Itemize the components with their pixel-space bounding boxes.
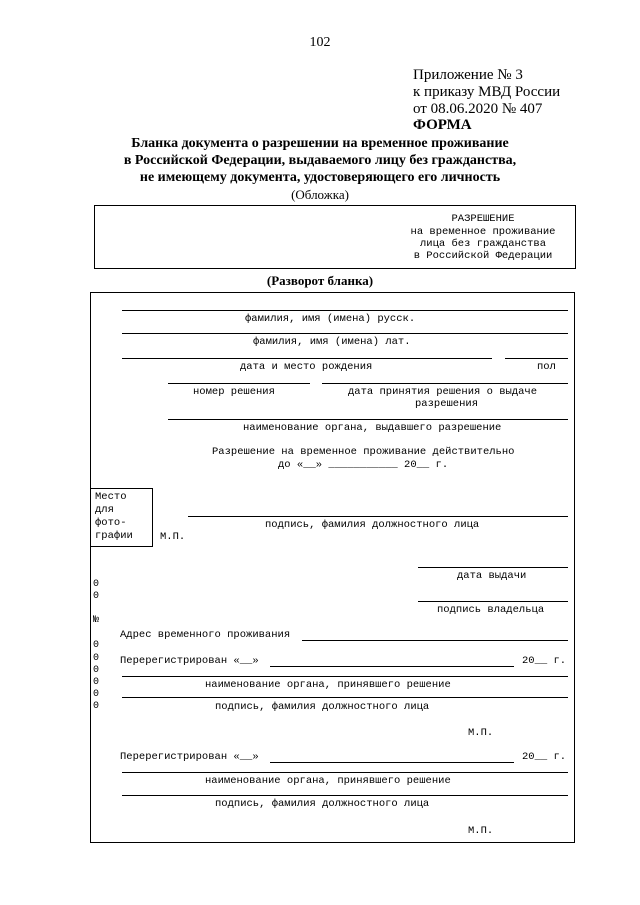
- holder-sign-line: [418, 601, 568, 602]
- year-suffix-1: 20__ г.: [522, 655, 567, 667]
- stamp-label-3: М.П.: [468, 825, 494, 837]
- stamp-label-2: М.П.: [468, 727, 494, 739]
- order-reference: к приказу МВД России: [413, 84, 561, 100]
- issue-date-label: дата выдачи: [457, 570, 527, 582]
- form-label: ФОРМА: [413, 117, 472, 133]
- validity-text: Разрешение на временное проживание действительно: [212, 446, 515, 458]
- official-sign-label: подпись, фамилия должностного лица: [265, 519, 480, 531]
- photo-label-1: Место: [95, 491, 127, 503]
- birth-label: дата и место рождения: [240, 361, 373, 373]
- serial-digit: 0: [93, 665, 100, 676]
- holder-sign-label: подпись владельца: [437, 604, 545, 616]
- photo-label-4: графии: [95, 530, 133, 542]
- document-title-line-3: не имеющему документа, удостоверяющего его личность: [139, 170, 501, 185]
- official-sign-line-2: [122, 697, 568, 698]
- surname-rus-line: [122, 310, 568, 311]
- serial-digit: 0: [93, 640, 100, 651]
- serial-digit: 0: [93, 689, 100, 700]
- official-sign-label-3: подпись, фамилия должностного лица: [215, 798, 430, 810]
- decision-date-label-2: разрешения: [415, 398, 479, 410]
- issuer-line: [168, 419, 568, 420]
- reregistered-line-1: [270, 666, 514, 667]
- decision-number-line: [168, 383, 310, 384]
- cover-subtitle-1: на временное проживание: [410, 226, 556, 238]
- photo-label-2: для: [95, 504, 114, 516]
- document-title-line-1: Бланка документа о разрешении на временное проживание: [131, 136, 509, 151]
- official-sign-label-2: подпись, фамилия должностного лица: [215, 701, 430, 713]
- accepting-body-label-1: наименование органа, принявшего решение: [205, 679, 451, 691]
- serial-digit: 0: [93, 579, 100, 590]
- spread-label: (Разворот бланка): [266, 273, 374, 288]
- accepting-body-label-2: наименование органа, принявшего решение: [205, 775, 451, 787]
- official-sign-line-3: [122, 795, 568, 796]
- accepting-body-line-2: [122, 772, 568, 773]
- cover-subtitle-3: в Российской Федерации: [413, 250, 553, 262]
- decision-date-line: [322, 383, 568, 384]
- accepting-body-line-1: [122, 676, 568, 677]
- page-number: 102: [309, 35, 331, 50]
- surname-lat-line: [122, 333, 568, 334]
- issuer-label: наименование органа, выдавшего разрешение: [243, 422, 502, 434]
- reregistered-label-1: Перерегистрирован «__»: [120, 655, 259, 667]
- year-suffix-2: 20__ г.: [522, 751, 567, 763]
- cover-label: (Обложка): [291, 187, 349, 202]
- serial-digit: 0: [93, 701, 100, 712]
- serial-digit: 0: [93, 677, 100, 688]
- issue-date-line: [418, 567, 568, 568]
- sex-line: [505, 358, 568, 359]
- cover-subtitle-2: лица без гражданства: [419, 238, 547, 250]
- serial-digit: 0: [93, 591, 100, 602]
- birth-line: [122, 358, 492, 359]
- reregistered-line-2: [270, 762, 514, 763]
- address-line: [302, 640, 568, 641]
- address-label: Адрес временного проживания: [120, 629, 291, 641]
- photo-label-3: фото-: [95, 517, 127, 529]
- surname-rus-label: фамилия, имя (имена) русск.: [245, 313, 416, 325]
- validity-date: до «__» ___________ 20__ г.: [278, 459, 449, 471]
- sex-label: пол: [537, 361, 556, 373]
- document-title-line-2: в Российской Федерации, выдаваемого лицу без гражданства,: [123, 153, 517, 168]
- cover-title: РАЗРЕШЕНИЕ: [451, 213, 515, 225]
- serial-number-sign: №: [93, 615, 100, 626]
- surname-lat-label: фамилия, имя (имена) лат.: [253, 336, 411, 348]
- stamp-label: М.П.: [160, 531, 186, 543]
- appendix-label: Приложение № 3: [413, 67, 523, 83]
- order-date: от 08.06.2020 № 407: [413, 101, 543, 117]
- serial-digit: 0: [93, 653, 100, 664]
- reregistered-label-2: Перерегистрирован «__»: [120, 751, 259, 763]
- official-sign-line: [188, 516, 568, 517]
- decision-date-label-1: дата принятия решения о выдаче: [348, 386, 538, 398]
- decision-number-label: номер решения: [193, 386, 275, 398]
